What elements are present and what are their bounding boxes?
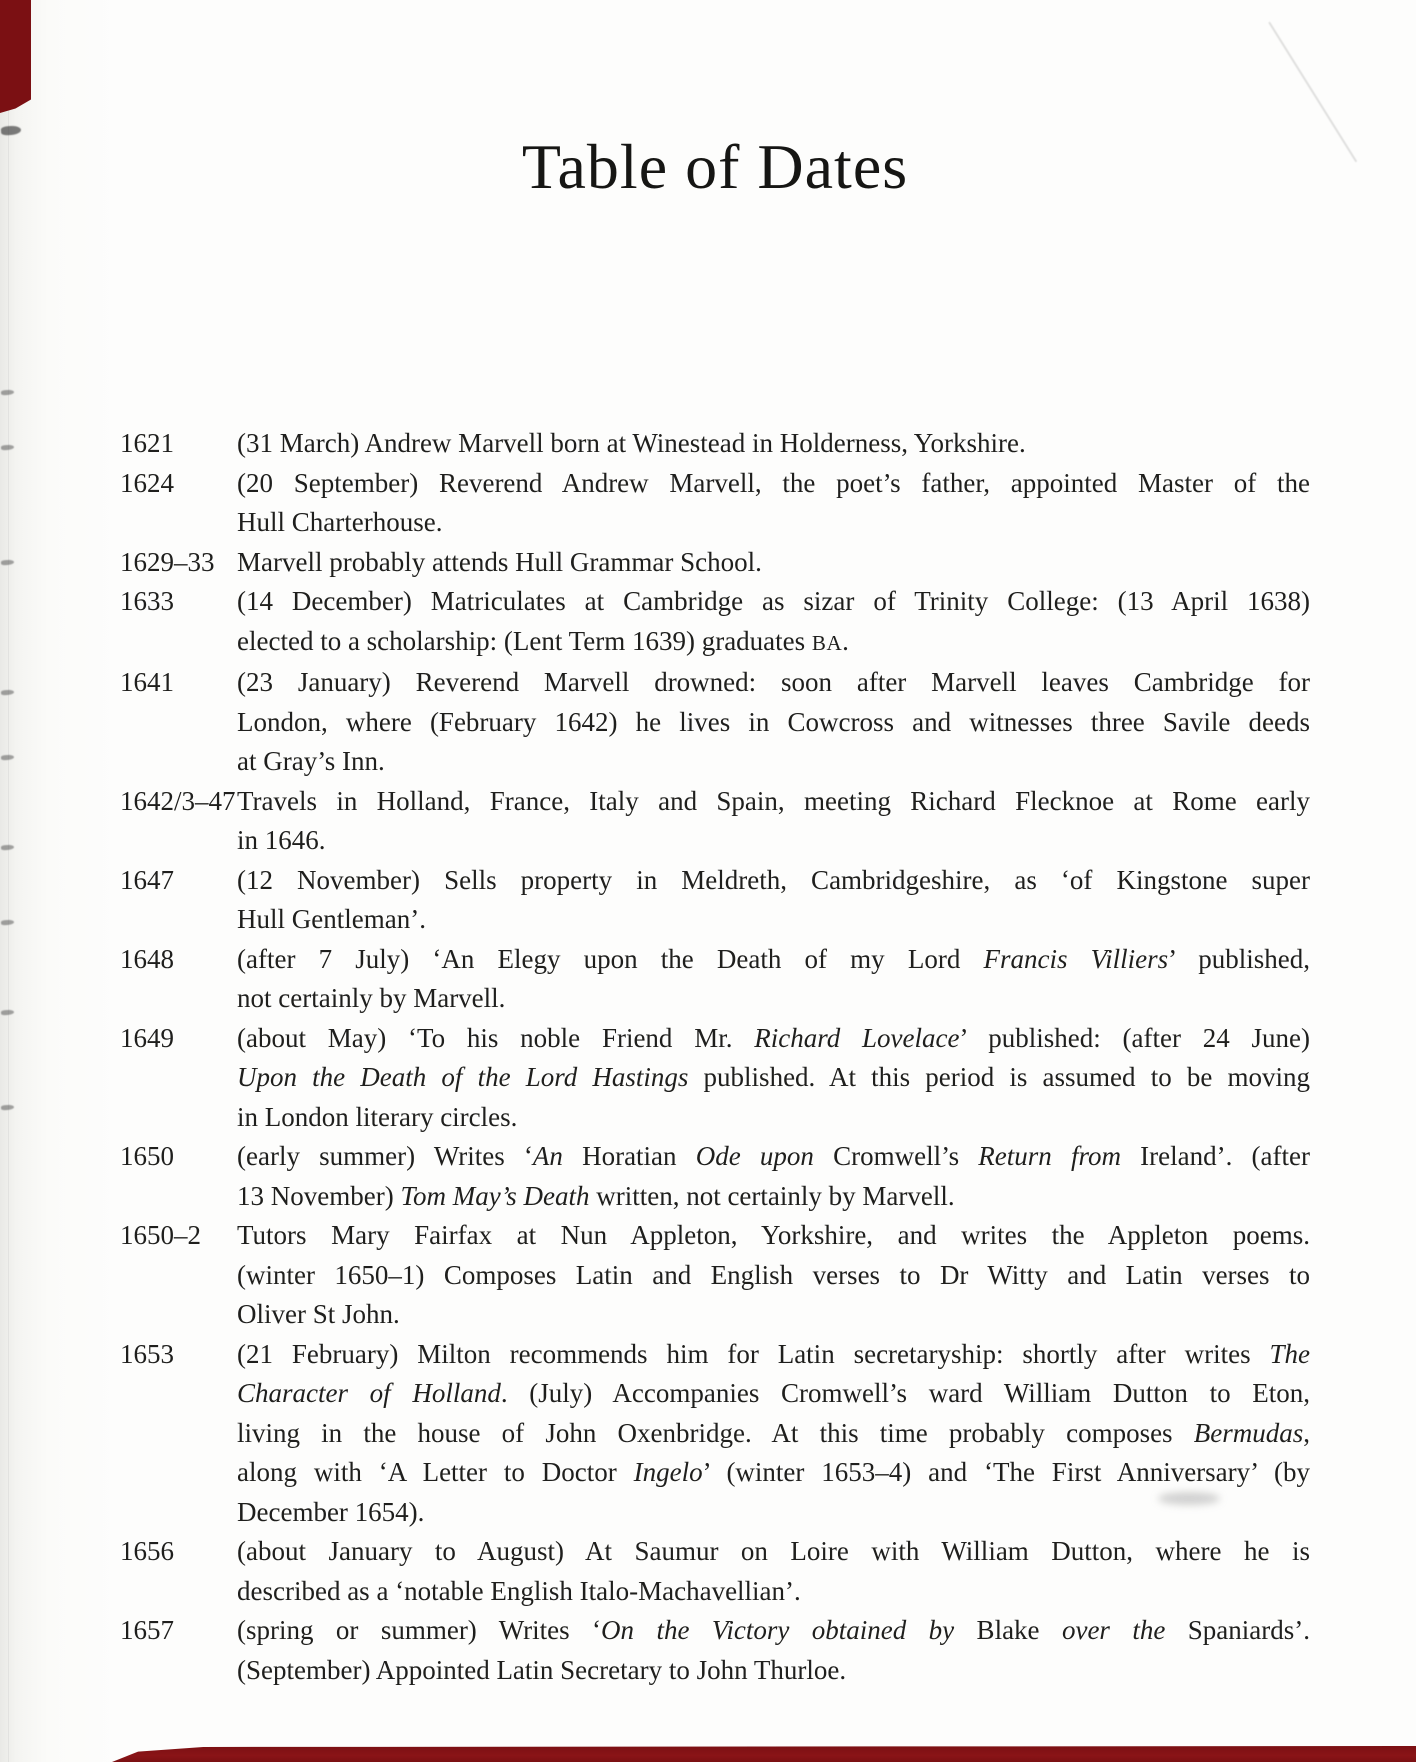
text-segment: (about May) ‘To his noble Friend Mr. <box>237 1022 755 1053</box>
binding-mark <box>1 1010 14 1016</box>
binding-mark <box>1 445 14 451</box>
text-segment: (31 March) Andrew Marvell born at Winestead in Holderness, Yorkshire. <box>237 428 1026 458</box>
entry-line <box>237 1098 1310 1138</box>
text-segment: Upon the Death of the Lord Hastings <box>237 1062 689 1092</box>
entry-date: 1657 <box>120 1615 174 1645</box>
text-segment: along with ‘A Letter to Doctor <box>237 1457 634 1487</box>
entry-line <box>237 1651 1310 1691</box>
book-cover-edge-bottom <box>112 1746 1416 1762</box>
text-segment: Blake <box>954 1615 1062 1645</box>
entry-line <box>237 900 1310 940</box>
text-segment: described as a ‘notable English Italo-Machavellian’. <box>237 1575 801 1606</box>
text-segment: (spring or summer) Writes ‘ <box>237 1615 602 1645</box>
text-segment: Hull Gentleman’. <box>237 904 426 934</box>
entry-date: 1648 <box>120 943 174 974</box>
text-segment: ’ published: (after 24 June) <box>959 1022 1310 1053</box>
text-segment: London, where (February 1642) he lives in Cowcross and witnesses three Savile deeds <box>237 706 1310 737</box>
entry-line <box>237 503 1310 543</box>
table-row <box>120 1216 1310 1335</box>
page-title: Table of Dates <box>521 131 909 202</box>
entry-line <box>237 1177 1310 1217</box>
entry-line <box>237 582 1310 622</box>
binding-mark <box>1 125 22 135</box>
entry-line <box>237 1493 1310 1533</box>
entry-body <box>237 782 1310 861</box>
entry-line <box>237 663 1310 703</box>
entry-line <box>237 1256 1310 1296</box>
entry-line <box>237 464 1310 504</box>
text-segment: ’ published, <box>1168 943 1310 974</box>
page-seam-line <box>8 0 9 1762</box>
text-segment: Oliver St John. <box>237 1299 400 1329</box>
text-segment: not certainly by Marvell. <box>237 983 506 1013</box>
entry-line <box>237 979 1310 1019</box>
entry-line <box>237 1335 1310 1375</box>
text-segment: Travels in Holland, France, Italy and Spain, meeting Richard Flecknoe at Rome early <box>237 785 1310 816</box>
entry-body <box>237 940 1310 1019</box>
entry-line <box>237 1414 1310 1454</box>
table-row <box>120 1532 1310 1611</box>
table-row <box>120 1019 1310 1138</box>
dates-list <box>120 424 1310 1690</box>
text-segment: Bermudas <box>1193 1417 1304 1448</box>
text-segment: Ingelo <box>633 1457 703 1487</box>
text-segment: living in the house of John Oxenbridge. At this time probably composes <box>237 1417 1194 1448</box>
text-segment: over the <box>1061 1615 1166 1645</box>
text-segment: , <box>1303 1417 1310 1448</box>
text-segment: BA <box>811 630 843 655</box>
text-segment: . <box>842 625 849 656</box>
table-row <box>120 940 1310 1019</box>
entry-date: 1650–2 <box>120 1220 201 1250</box>
table-row <box>120 861 1310 940</box>
entry-line <box>237 742 1310 782</box>
text-segment: Francis Villiers <box>983 943 1169 974</box>
text-segment: Cromwell’s <box>813 1141 979 1171</box>
text-segment: Tutors Mary Fairfax at Nun Appleton, Yorkshire, and writes the Appleton poems. <box>237 1220 1310 1250</box>
entry-line <box>237 424 1310 464</box>
text-segment: Tom May’s Death <box>400 1180 590 1211</box>
text-segment: An <box>532 1141 563 1171</box>
text-segment: (14 December) Matriculates at Cambridge as sizar of Trinity College: (13 April 1638) <box>237 586 1310 616</box>
table-row <box>120 663 1310 782</box>
text-segment: 13 November) <box>237 1180 401 1211</box>
text-segment: (September) Appointed Latin Secretary to John Thurloe. <box>237 1654 847 1685</box>
binding-mark <box>1 390 14 396</box>
text-segment: Ode upon <box>695 1141 814 1171</box>
text-segment: Ireland’. (after <box>1120 1141 1310 1171</box>
binding-mark <box>1 1105 14 1111</box>
entry-line <box>237 1019 1310 1059</box>
text-segment: in London literary circles. <box>237 1101 518 1132</box>
entry-body <box>237 543 1310 583</box>
entry-body <box>237 582 1310 663</box>
text-segment: Marvell probably attends Hull Grammar School. <box>237 546 762 577</box>
entry-body <box>237 1216 1310 1335</box>
entry-line <box>237 940 1310 980</box>
table-row <box>120 582 1310 663</box>
entry-line <box>237 821 1310 861</box>
entry-line <box>237 1453 1310 1493</box>
entry-date: 1629–33 <box>120 546 215 577</box>
entry-line <box>237 622 1310 664</box>
table-row <box>120 424 1310 464</box>
entry-date: 1653 <box>120 1338 174 1369</box>
table-row <box>120 1335 1310 1533</box>
entry-line <box>237 1137 1310 1177</box>
entry-date: 1656 <box>120 1536 174 1566</box>
text-segment: Horatian <box>562 1141 696 1171</box>
text-segment: published. At this period is assumed to be moving <box>688 1062 1310 1092</box>
table-row <box>120 1137 1310 1216</box>
text-segment: (20 September) Reverend Andrew Marvell, the poet’s father, appointed Master of the <box>237 467 1310 498</box>
text-segment: December 1654). <box>237 1496 425 1527</box>
entry-date: 1650 <box>120 1141 174 1171</box>
entry-line <box>237 1058 1310 1098</box>
entry-line <box>237 1532 1310 1572</box>
binding-mark <box>1 920 14 926</box>
text-segment: at Gray’s Inn. <box>237 746 385 776</box>
entry-line <box>237 1611 1310 1651</box>
text-segment: elected to a scholarship: (Lent Term 1639) graduates <box>237 625 812 656</box>
table-row <box>120 464 1310 543</box>
text-segment: . (July) Accompanies Cromwell’s ward William Dutton to Eton, <box>500 1378 1310 1408</box>
entry-date: 1649 <box>120 1022 174 1053</box>
entry-line <box>237 1216 1310 1256</box>
book-cover-edge-top-left <box>0 0 31 113</box>
table-row <box>120 543 1310 583</box>
text-segment: Return from <box>978 1141 1121 1171</box>
text-segment: ’ (winter 1653–4) and ‘The First Anniversary’ (by <box>702 1457 1310 1487</box>
entry-body <box>237 1335 1310 1533</box>
text-segment: Hull Charterhouse. <box>237 507 443 537</box>
entry-body <box>237 1137 1310 1216</box>
text-segment: (21 February) Milton recommends him for Latin secretaryship: shortly after writes <box>237 1338 1270 1369</box>
text-segment: (12 November) Sells property in Meldreth, Cambridgeshire, as ‘of Kingstone super <box>237 864 1310 895</box>
entry-date: 1642/3–47 <box>120 785 236 816</box>
binding-mark <box>1 690 14 696</box>
text-segment: (after 7 July) ‘An Elegy upon the Death of my Lord <box>237 943 984 974</box>
entry-date: 1633 <box>120 586 174 616</box>
entry-body <box>237 1532 1310 1611</box>
entry-line <box>237 543 1310 583</box>
text-segment: On the Victory obtained by <box>601 1615 955 1645</box>
entry-date: 1641 <box>120 667 174 697</box>
binding-mark <box>1 845 14 851</box>
text-segment: (23 January) Reverend Marvell drowned: soon after Marvell leaves Cambridge for <box>237 667 1310 697</box>
entry-date: 1621 <box>120 428 174 458</box>
text-segment: The <box>1269 1338 1310 1369</box>
entry-line <box>237 1295 1310 1335</box>
entry-body <box>237 464 1310 543</box>
entry-line <box>237 1374 1310 1414</box>
text-segment: written, not certainly by Marvell. <box>589 1180 955 1211</box>
entry-body <box>237 663 1310 782</box>
entry-body <box>237 1019 1310 1138</box>
text-segment: in 1646. <box>237 825 326 855</box>
entry-body <box>237 1611 1310 1690</box>
entry-line <box>237 782 1310 822</box>
text-segment: Spaniards’. <box>1165 1615 1311 1645</box>
entry-line <box>237 1572 1310 1612</box>
table-row <box>120 1611 1310 1690</box>
entry-date: 1647 <box>120 864 174 895</box>
entry-line <box>237 861 1310 901</box>
table-row <box>120 782 1310 861</box>
entry-date: 1624 <box>120 467 174 498</box>
text-segment: (winter 1650–1) Composes Latin and English verses to Dr Witty and Latin verses to <box>237 1259 1310 1290</box>
entry-body <box>237 424 1310 464</box>
text-segment: (about January to August) At Saumur on Loire with William Dutton, where he is <box>237 1536 1310 1566</box>
text-segment: Character of Holland <box>237 1378 501 1408</box>
binding-mark <box>1 755 14 761</box>
entry-body <box>237 861 1310 940</box>
entry-line <box>237 703 1310 743</box>
binding-mark <box>1 560 14 566</box>
text-segment: Richard Lovelace <box>754 1022 960 1053</box>
text-segment: (early summer) Writes ‘ <box>237 1141 533 1171</box>
